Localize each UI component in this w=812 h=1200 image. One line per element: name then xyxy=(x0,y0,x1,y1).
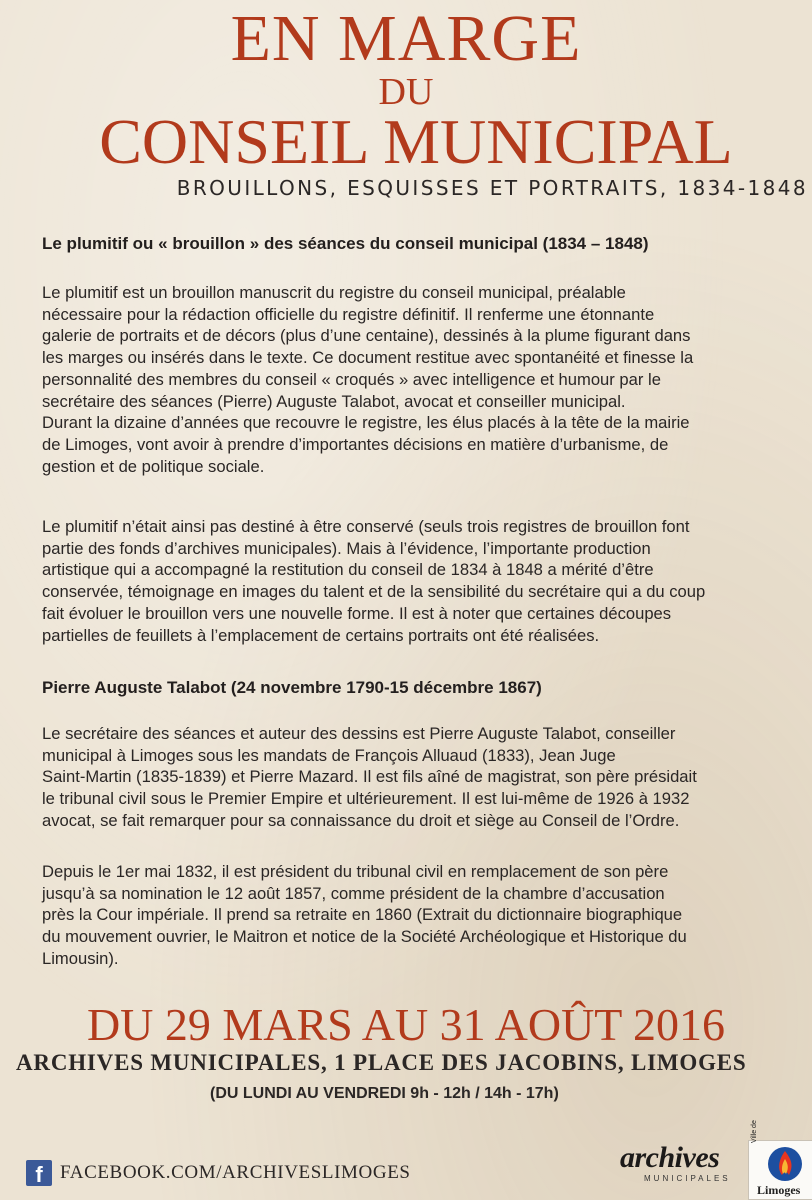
text-line: partie des fonds d’archives municipales). Mais à l’évidence, l’importante production xyxy=(42,538,651,558)
ville-logo-small-text: Ville de xyxy=(751,1120,758,1143)
ville-logo-name: Limoges xyxy=(757,1183,801,1197)
text-line: jusqu’à sa nomination le 12 août 1857, comme président de la chambre d’accusation xyxy=(42,883,665,903)
text-line: avocat, se fait remarquer pour sa connaissance du droit et siège au Conseil de l’Ordre. xyxy=(42,810,680,830)
section-heading-plumitif: Le plumitif ou « brouillon » des séances du conseil municipal (1834 – 1848) xyxy=(42,234,649,253)
ville-de-limoges-logo xyxy=(748,1120,812,1200)
paragraph-talabot-1 xyxy=(42,723,782,832)
flame-emblem-icon xyxy=(767,1145,803,1183)
text-line: de Limoges, vont avoir à prendre d’importantes décisions en matière d’urbanisme, de xyxy=(42,434,669,454)
paragraph-plumitif-2 xyxy=(42,516,782,646)
opening-hours: (DU LUNDI AU VENDREDI 9h - 12h / 14h - 17h) xyxy=(210,1085,559,1102)
text-line: secrétaire des séances (Pierre) Auguste Talabot, avocat et conseiller municipal. xyxy=(42,391,626,411)
text-line: fait évoluer le brouillon vers une nouvelle forme. Il est à noter que certaines découpes xyxy=(42,603,672,623)
paragraph-plumitif-1 xyxy=(42,282,782,477)
text-line: galerie de portraits et de décors (plus d’une centaine), dessinés à la plume figurant dans xyxy=(42,326,691,346)
archives-logo-subtext: MUNICIPALES xyxy=(644,1174,731,1183)
facebook-link[interactable]: FACEBOOK.COM/ARCHIVESLIMOGES xyxy=(60,1162,411,1183)
exhibition-dates: DU 29 MARS AU 31 AOÛT 2016 xyxy=(86,999,726,1050)
text-line: municipal à Limoges sous les mandats de François Alluaud (1833), Jean Juge xyxy=(42,745,616,765)
exhibition-address: ARCHIVES MUNICIPALES, 1 PLACE DES JACOBINS, LIMOGES xyxy=(16,1050,747,1075)
text-line: Le secrétaire des séances et auteur des dessins est Pierre Auguste Talabot, conseiller xyxy=(42,724,676,743)
text-line: gestion et de politique sociale. xyxy=(42,456,265,476)
paragraph-talabot-2 xyxy=(42,861,782,970)
title-line-3: CONSEIL MUNICIPAL xyxy=(99,106,733,177)
archives-logo xyxy=(620,1141,730,1191)
text-line: Le plumitif est un brouillon manuscrit du registre du conseil municipal, préalable xyxy=(42,283,626,302)
facebook-icon[interactable]: f xyxy=(26,1160,52,1186)
subtitle: BROUILLONS, ESQUISSES ET PORTRAITS, 1834-1848 xyxy=(176,176,808,200)
text-line: Saint-Martin (1835-1839) et Pierre Mazard. Il est fils aîné de magistrat, son père présidait xyxy=(42,767,697,787)
text-line: partielles de feuillets à l’emplacement de certains portraits ont été réalisées. xyxy=(42,625,600,645)
text-line: du mouvement ouvrier, le Maitron et notice de la Société Archéologique et Historique du xyxy=(42,927,687,947)
text-line: Depuis le 1er mai 1832, il est président du tribunal civil en remplacement de son père xyxy=(42,862,669,881)
section-heading-talabot: Pierre Auguste Talabot (24 novembre 1790-15 décembre 1867) xyxy=(42,678,542,697)
text-line: conservée, témoignage en images du talent et de la sensibilité du secrétaire qui a du coup xyxy=(42,582,706,602)
text-line: Le plumitif n’était ainsi pas destiné à être conservé (seuls trois registres de brouillon font xyxy=(42,517,690,536)
text-line: Limousin). xyxy=(42,948,119,968)
title-line-2: DU xyxy=(378,71,434,113)
text-line: Durant la dizaine d’années que recouvre le registre, les élus placés à la tête de la mairie xyxy=(42,413,690,433)
text-line: les marges ou insérés dans le texte. Ce document restitue avec spontanéité et finesse la xyxy=(42,348,694,368)
text-line: le tribunal civil sous le Premier Empire et ultérieurement. Il est lui-même de 1926 à 1932 xyxy=(42,789,690,809)
title-line-1: EN MARGE xyxy=(230,2,582,75)
text-line: nécessaire pour la rédaction officielle du registre définitif. Il renferme une étonnante xyxy=(42,304,655,324)
archives-logo-text: archives xyxy=(620,1141,720,1174)
text-line: près la Cour impériale. Il prend sa retraite en 1860 (Extrait du dictionnaire biographique xyxy=(42,905,683,925)
text-line: personnalité des membres du conseil « croqués » avec intelligence et humour par le xyxy=(42,369,661,389)
text-line: artistique qui a accompagné la restitution du conseil de 1834 à 1848 a mérité d’être xyxy=(42,560,654,580)
